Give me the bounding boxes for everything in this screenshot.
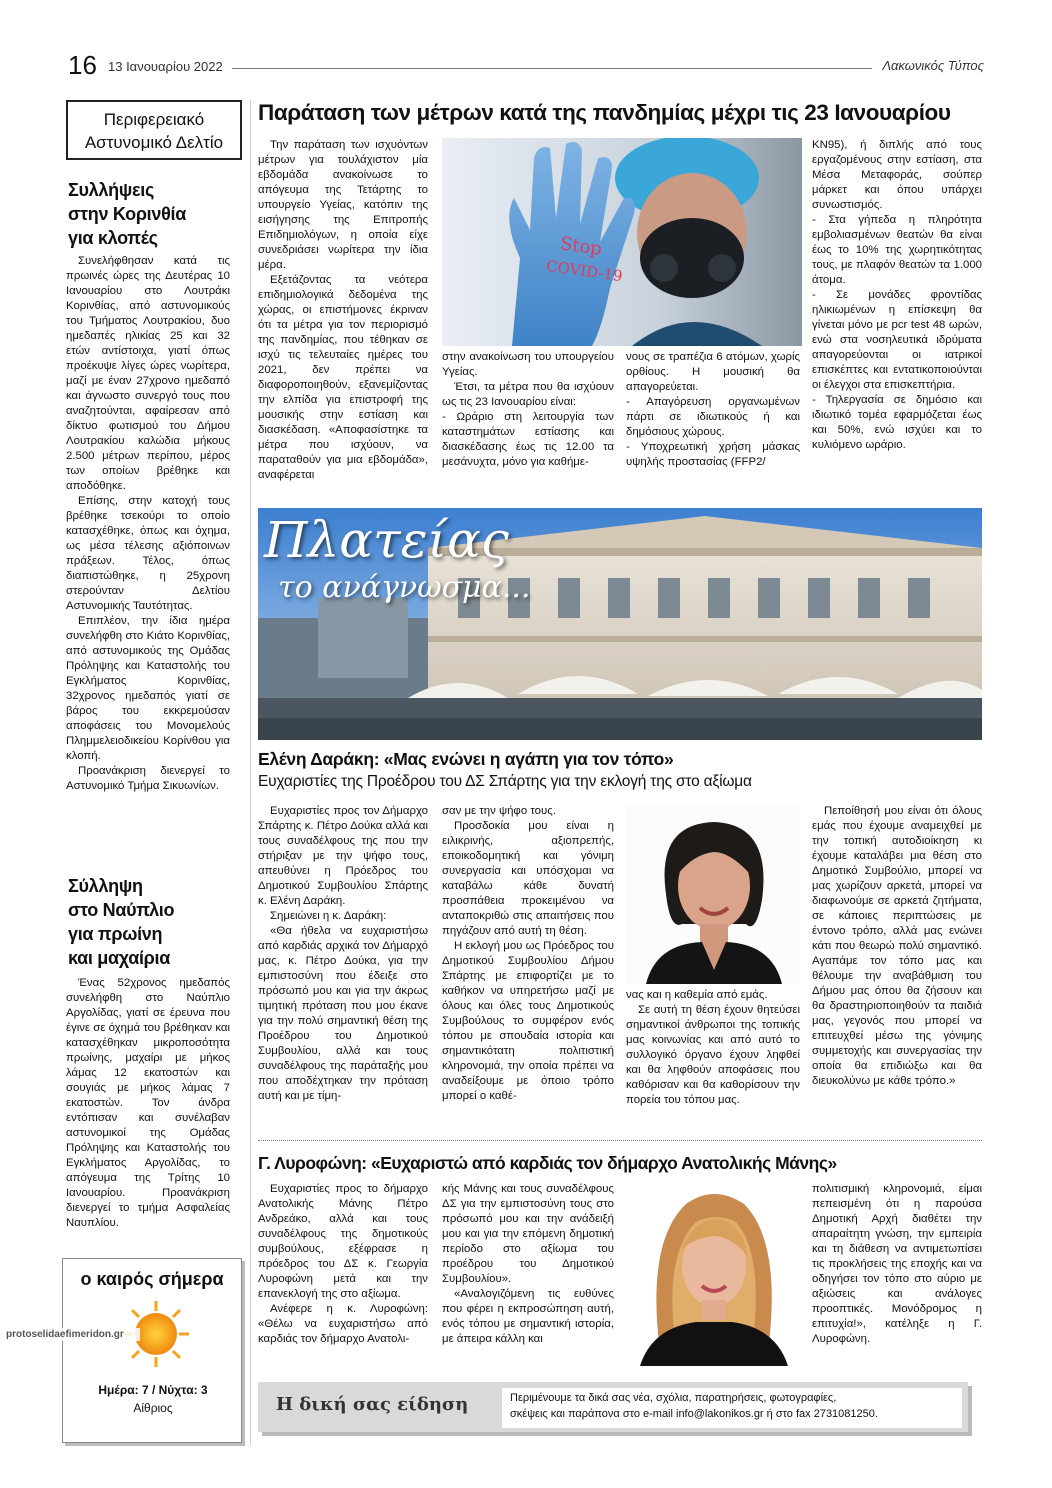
your-news-label: Η δική σας είδηση	[276, 1394, 469, 1415]
article3-col4	[812, 1182, 982, 1366]
your-news-box	[258, 1382, 968, 1432]
issue-date: 13 Ιανουαρίου 2022	[108, 59, 223, 74]
article2-paragraph: Προσδοκία μου είναι η ειλικρινής, αξιοπρεπής, εποικοδομητική και γόνιμη συνεργασία και υπόσχομαι να καταβάλω κάθε δυνατή προσπάθεια προκειμένου να ανταποκριθώ στις απαιτήσεις που πηγάζουν από αυτή τη θέση.	[442, 820, 614, 937]
story1-body	[66, 254, 230, 862]
weather-temps: Ημέρα: 7 / Νύχτα: 3	[98, 1383, 208, 1397]
banner-title-line1: Πλατείας	[264, 511, 509, 569]
story1-paragraph: Επιπλέον, την ίδια ημέρα συνελήφθη στο Κιάτο Κορινθίας, από αστυνομικούς της Ομάδας Πρόληψης και Καταστολής του Εγκλήματος Κορινθίας, 32χρονος ημεδαπός γιατί σε βάρος του εκκρεμούσαν αποφάσεις του Μονομελούς Πλημμελειοδικείου Κορίνθου για κλοπή.	[66, 615, 230, 762]
story2-headline-line: Σύλληψη	[68, 876, 143, 896]
weather-title: ο καιρός σήμερα	[80, 1269, 224, 1289]
lyrofoni-portrait	[626, 1182, 800, 1366]
darakis-portrait	[626, 804, 800, 984]
article2-paragraph: Σε αυτή τη θέση έχουν θητεύσει σημαντικοί άνθρωποι της τοπικής μας κοινωνίας και από αυτό το συλλογικό όργανο έχουν ληφθεί και θα ληφθούν αποφάσεις που καθόρισαν και θα καθορίσουν την πορεία του τόπου μας.	[626, 1004, 800, 1106]
article1-paragraph: Την παράταση των ισχυόντων μέτρων για τουλάχιστον μία εβδομάδα ανακοίνωσε το απόγευμα της Τετάρτης το υπουργείο Υγείας, κατόπιν της εισήγησης της Επιτροπής Επιδημιολόγων, η οποία είχε συνεδριάσει νωρίτερα την ίδια μέρα.	[258, 139, 428, 271]
article2-col1	[258, 804, 428, 1134]
story1-headline-line: για κλοπές	[68, 228, 158, 248]
article3-paragraph: «Αναλογιζόμενη τις ευθύνες που φέρει η εκπροσώπηση αυτή, ενός τόπου με σημαντική ιστορία, με άπειρα κάλλη και	[442, 1288, 614, 1345]
story1-headline-line: στην Κορινθία	[68, 204, 186, 224]
article1-paragraph: - Τηλεργασία σε δημόσιο και ιδιωτικό τομέα εφαρμόζεται έως και 50%, ενώ ισχύει και το κυλιόμενο ωράριο.	[812, 394, 982, 451]
story1-headline-line: Συλλήψεις	[68, 180, 155, 200]
article2-subhead: Ευχαριστίες της Προέδρου του ΔΣ Σπάρτης για την εκλογή της στο αξίωμα	[258, 773, 752, 790]
article2-col4	[812, 804, 982, 1134]
page-number: 16	[68, 50, 97, 80]
article1-paragraph: - Στα γήπεδα η πληρότητα εμβολιασμένων θεατών θα είναι έως το 10% της χωρητικότητας τους, με πλαφόν θεατών τα 1.000 άτομα.	[812, 214, 982, 286]
article2-paragraph: σαν με την ψήφο τους.	[442, 805, 556, 817]
your-news-text-line: Περιμένουμε τα δικά σας νέα, σχόλια, παρατηρήσεις, φωτογραφίες,	[510, 1392, 837, 1404]
watermark: protoselidaefimeridon.gr	[4, 1328, 140, 1341]
photo-caption-covid: COVID-19	[545, 256, 624, 286]
article2-col3	[626, 988, 800, 1134]
story2-headline-line: για πρωίνη	[68, 924, 163, 944]
article1-paragraph: Έτσι, τα μέτρα που θα ισχύουν ως τις 23 Ιανουαρίου είναι:	[442, 381, 614, 408]
article1-col2	[442, 350, 614, 486]
your-news-text	[502, 1388, 962, 1428]
article2-paragraph: Σημειώνει η κ. Δαράκη:	[270, 910, 387, 922]
article3-col1	[258, 1182, 428, 1366]
banner-title-line2: το ανάγνωσμα...	[278, 570, 531, 605]
article1-paragraph: KN95), ή διπλής από τους εργαζομένους στην εστίαση, στα Μέσα Μεταφοράς, σούπερ μάρκετ και όπου υπάρχει συνωστισμός.	[812, 139, 982, 211]
article2-paragraph: «Θα ήθελα να ευχαριστήσω από καρδιάς αρχικά τον Δήμαρχό μας, κ. Πέτρο Δούκα, για την εμπιστοσύνη που έδειξε στο πρόσωπό μου και για την άκρως τιμητική πρόταση που μου έκανε για την πολύ σημαντική θέση της Προέδρου του Δημοτικού Συμβουλίου, αλλά και τους συναδέλφους της παράταξής μου που αποδέχτηκαν την πρόταση αυτή και με τίμη-	[258, 925, 428, 1102]
article3-paragraph: κής Μάνης και τους συναδέλφους ΔΣ για την εμπιστοσύνη τους στο πρόσωπό μου και την ανάδειξή μου και για την επόμενη δημοτική περίοδο στο αξίωμα του προέδρου του Δημοτικού Συμβουλίου».	[442, 1183, 614, 1285]
story2-headline	[68, 874, 242, 970]
article1-paragraph: - Σε μονάδες φροντίδας ηλικιωμένων η επίσκεψη θα γίνεται μόνο με pcr test 48 ωρών, ενώ στα νοσηλευτικά ιδρύματα απαγορεύονται οι ιατρικοί επισκέπτες και εντατικοποιούνται οι έλεγχοι στα επισκεπτήρια.	[812, 289, 982, 391]
story1-paragraph: Συνελήφθησαν κατά τις πρωινές ώρες της Δευτέρας 10 Ιανουαρίου στο Λουτράκι Κορινθίας, από αστυνομικούς του Τμήματος Λουτρακίου, δυο ημεδαπές ηλικίας 25 και 32 ετών αντίστοιχα, γιατί όπως προέκυψε λίγες ώρες νωρίτερα, μαζί με έναν 27χρονο ημεδαπό και άγνωστο συνεργό τους που αναζητούνται, αφαίρεσαν από δίκτυο φωτισμού του Δήμου Λουτρακίου καλώδια μήκους 2.500 μέτρων περίπου, μέρος των οποίων βρέθηκε και αποδόθηκε.	[66, 255, 230, 492]
article2-col2	[442, 804, 614, 1134]
story1-paragraph: Επίσης, στην κατοχή τους βρέθηκε τσεκούρι το οποίο κατασχέθηκε, όπως και όχημα, ως μέσα τέλεσης αξιόποινων πράξεων. Τέλος, όπως διαπιστώθηκε, η 25χρονη στερούνταν Δελτίου Αστυνομικής Ταυτότητας.	[66, 495, 230, 612]
article1-paragraph: στην ανακοίνωση του υπουργείου Υγείας.	[442, 351, 614, 378]
header-rule	[232, 68, 872, 69]
plaza-banner	[258, 508, 982, 740]
weather-condition: Αίθριος	[133, 1401, 173, 1415]
story2-body	[66, 976, 230, 1246]
story2-paragraph: Ένας 52χρονος ημεδαπός συνελήφθη στο Ναύπλιο Αργολίδας, γιατί σε έρευνα που έγινε σε όχημά του βρέθηκαν και κατασχέθηκαν μικροποσότητα πρωίνης, μαχαίρι με μήκος λάμας 12 εκατοστών και σουγιάς με μήκος λάμας 7 εκατοστών. Τον άνδρα εντόπισαν και συνέλαβαν αστυνομικοί της Ομάδας Πρόληψης και Καταστολής του Εγκλήματος Αργολίδας, το απόγευμα της Τρίτης 10 Ιανουαρίου. Προανάκριση διενεργεί το τμήμα Ασφαλείας Ναυπλίου.	[66, 977, 230, 1229]
sidebar-title-box	[66, 100, 242, 160]
page-header	[68, 50, 984, 80]
story2-headline-line: στο Ναύπλιο	[68, 900, 175, 920]
article1-paragraph: Εξετάζοντας τα νεότερα επιδημιολογικά δεδομένα της χώρας, οι επιστήμονες έκριναν ότι τα μέτρα για τον περιορισμό της πανδημίας, που τέθηκαν σε ισχύ τις τελευταίες ημέρες του 2021, δεν πρέπει να διαφοροποιηθούν, εξανεμίζοντας την ελπίδα για επιστροφή της μουσικής στην εστίαση και διασκέδαση. «Αποφασίστηκε τα μέτρα που ισχύουν, να παραταθούν για μια εβδομάδα», αναφέρεται	[258, 274, 428, 481]
sidebar-title-line2: Αστυνομικό Δελτίο	[84, 133, 224, 152]
article2-paragraph: Η εκλογή μου ως Πρόεδρος του Δημοτικού Συμβουλίου Δήμου Σπάρτης με επιφορτίζει με το καθήκον να υπηρετήσω μαζί με όλους και όλες τους Δημοτικούς Συμβούλους το συμφέρον ενός τόπου με σπουδαία ιστορία και σημαντικότατη πολιτιστική κληρονομιά, την οποία πρέπει να αναδείξουμε με όποιο τρόπο μπορεί ο καθέ-	[442, 940, 614, 1102]
article1-col3	[626, 350, 800, 486]
article1-headline: Παράταση των μέτρων κατά της πανδημίας μέχρι τις 23 Ιανουαρίου	[258, 100, 951, 125]
story1-paragraph: Προανάκριση διενεργεί το Αστυνομικό Τμήμα Σικυωνίων.	[66, 765, 230, 792]
article1-paragraph: - Απαγόρευση οργανωμένων πάρτι σε ιδιωτικούς ή και δημόσιους χώρους.	[626, 396, 800, 438]
article1-paragraph: - Υποχρεωτική χρήση μάσκας υψηλής προστασίας (FFP2/	[626, 441, 800, 468]
story2-headline-line: και μαχαίρια	[68, 948, 170, 968]
article1-paragraph: νους σε τραπέζια 6 ατόμων, χωρίς ορθίους. Η μουσική θα απαγορεύεται.	[626, 351, 800, 393]
sidebar	[66, 100, 242, 1445]
article1-col4	[812, 138, 982, 486]
your-news-text-line: σκέψεις και παράπονα στο e-mail info@lakonikos.gr ή στο fax 2731081250.	[510, 1408, 878, 1420]
article-separator	[258, 1140, 982, 1141]
article3-col2	[442, 1182, 614, 1366]
article2-headline: Ελένη Δαράκη: «Μας ενώνει η αγάπη για τον τόπο»	[258, 749, 674, 769]
weather-box	[62, 1258, 242, 1443]
covid-photo	[442, 138, 802, 346]
article3-paragraph: Ανέφερε η κ. Λυροφώνη: «Θέλω να ευχαριστήσω από καρδιάς τον δήμαρχο Ανατολι-	[258, 1303, 428, 1345]
article2-paragraph: Πεποίθησή μου είναι ότι όλους εμάς που έχουμε αναμειχθεί με την τοπική αυτοδιοίκηση κι έχουμε καταλάβει μια θέση στο Δημοτικό Συμβούλιο, μπορεί να μας χωρίζουν αρκετά, μπορεί να διαφωνούμε σε αρκετά ζητήματα, σε κάποιες περιπτώσεις με έντονο τρόπο, αλλά μας ενώνει κάτι που θεωρώ πολύ σημαντικό. Αγαπάμε τον τόπο μας και θέλουμε την αναβάθμιση του Δήμου μας όπου θα ζήσουν και θα δραστηριοποιηθούν τα παιδιά μας, γεγονός που μπορεί να επιτευχθεί μέσω της γόνιμης συμμετοχής και συνεργασίας την οποία θα επιδιώξω και θα διευκολύνω με κάθε τρόπο.»	[812, 805, 982, 1087]
sidebar-title-line1: Περιφερειακό	[103, 110, 205, 129]
article2-paragraph: Ευχαριστίες προς τον Δήμαρχο Σπάρτης κ. Πέτρο Δούκα αλλά και τους συναδέλφους της που την στήριξαν με την ψήφο τους, απευθύνει η Πρόεδρος του Δημοτικού Συμβουλίου Σπάρτης κ. Ελένη Δαράκη.	[258, 805, 428, 907]
paper-name: Λακωνικός Τύπος	[882, 58, 984, 73]
article3-paragraph: πολιτισμική κληρονομιά, είμαι πεπεισμένη ότι η παρούσα Δημοτική Αρχή διαθέτει την απαραίτητη γνώση, την εμπειρία και τη διάθεση να αντιμετωπίσει τις προκλήσεις της εποχής και να οδηγήσει τον τόπο στο αύριο με αξιώσεις και ανάλογες προοπτικές. Μονόδρομος η επιτυχία!», κατέληξε η Γ. Λυροφώνη.	[812, 1183, 982, 1345]
article1-paragraph: - Ωράριο στη λειτουργία των καταστημάτων εστίασης και διασκέδασης έως τις 12.00 τα μεσάνυχτα, μόνο για καθήμε-	[442, 411, 614, 468]
photo-caption-stop: Stop	[558, 233, 604, 260]
story1-headline	[68, 178, 242, 250]
article1-col1	[258, 138, 428, 486]
article2-paragraph: νας και η καθεμία από εμάς.	[626, 989, 768, 1001]
article3-headline: Γ. Λυροφώνη: «Ευχαριστώ από καρδιάς τον δήμαρχο Ανατολικής Μάνης»	[258, 1153, 837, 1173]
sidebar-divider	[250, 100, 251, 1445]
article3-paragraph: Ευχαριστίες προς το δήμαρχο Ανατολικής Μάνης Πέτρο Ανδρεάκο, αλλά και τους συναδέλφους της δημοτικούς συμβούλους, εξέφρασε η πρόεδρος του ΔΣ κ. Γεωργία Λυροφώνη μετά και την επανεκλογή της στο αξίωμα.	[258, 1183, 428, 1300]
